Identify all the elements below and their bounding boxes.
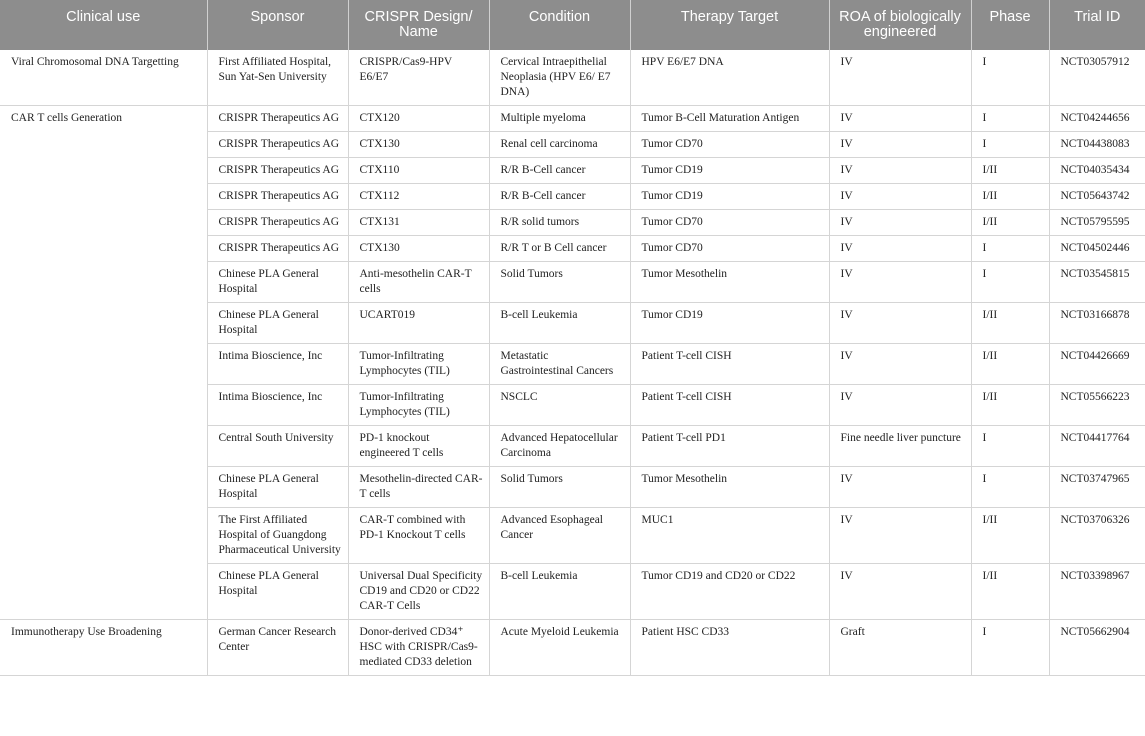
phase-cell: I/II: [971, 564, 1049, 620]
table-header: [0, 0, 1145, 50]
phase-cell: I: [971, 132, 1049, 158]
phase-cell: I: [971, 426, 1049, 467]
trial-id-cell: NCT04035434: [1049, 158, 1145, 184]
roa-cell: IV: [829, 467, 971, 508]
phase-cell: I/II: [971, 303, 1049, 344]
condition-cell: Metastatic Gastrointestinal Cancers: [489, 344, 630, 385]
condition-cell: R/R B-Cell cancer: [489, 158, 630, 184]
roa-cell: IV: [829, 508, 971, 564]
header-roa: ROA of biologically engineered: [829, 0, 971, 50]
roa-cell: IV: [829, 236, 971, 262]
trial-id-cell: NCT03398967: [1049, 564, 1145, 620]
trial-id-cell: NCT04417764: [1049, 426, 1145, 467]
phase-cell: I: [971, 262, 1049, 303]
sponsor-cell: First Affiliated Hospital, Sun Yat-Sen University: [207, 50, 348, 106]
crispr-design-cell: CTX130: [348, 236, 489, 262]
condition-cell: Advanced Hepatocellular Carcinoma: [489, 426, 630, 467]
sponsor-cell: Intima Bioscience, Inc: [207, 344, 348, 385]
crispr-design-cell: PD-1 knockout engineered T cells: [348, 426, 489, 467]
therapy-target-cell: Tumor CD19: [630, 158, 829, 184]
roa-cell: IV: [829, 303, 971, 344]
phase-cell: I/II: [971, 210, 1049, 236]
phase-cell: I/II: [971, 344, 1049, 385]
therapy-target-cell: HPV E6/E7 DNA: [630, 50, 829, 106]
trial-id-cell: NCT05566223: [1049, 385, 1145, 426]
condition-cell: B-cell Leukemia: [489, 303, 630, 344]
trial-id-cell: NCT03166878: [1049, 303, 1145, 344]
sponsor-cell: CRISPR Therapeutics AG: [207, 184, 348, 210]
sponsor-cell: CRISPR Therapeutics AG: [207, 210, 348, 236]
crispr-design-cell: CTX120: [348, 106, 489, 132]
crispr-design-cell: CTX112: [348, 184, 489, 210]
therapy-target-cell: Patient T-cell CISH: [630, 385, 829, 426]
therapy-target-cell: Tumor CD70: [630, 210, 829, 236]
roa-cell: IV: [829, 132, 971, 158]
roa-cell: IV: [829, 50, 971, 106]
sponsor-cell: Chinese PLA General Hospital: [207, 262, 348, 303]
trial-id-cell: NCT04244656: [1049, 106, 1145, 132]
table-row: [0, 106, 1145, 132]
roa-cell: IV: [829, 344, 971, 385]
crispr-design-cell: Anti-mesothelin CAR-T cells: [348, 262, 489, 303]
condition-cell: Acute Myeloid Leukemia: [489, 620, 630, 676]
sponsor-cell: Intima Bioscience, Inc: [207, 385, 348, 426]
phase-cell: I: [971, 620, 1049, 676]
therapy-target-cell: Tumor B-Cell Maturation Antigen: [630, 106, 829, 132]
roa-cell: IV: [829, 106, 971, 132]
sponsor-cell: The First Affiliated Hospital of Guangdong Pharmaceutical University: [207, 508, 348, 564]
sponsor-cell: German Cancer Research Center: [207, 620, 348, 676]
roa-cell: Graft: [829, 620, 971, 676]
therapy-target-cell: Tumor CD19 and CD20 or CD22: [630, 564, 829, 620]
sponsor-cell: Chinese PLA General Hospital: [207, 303, 348, 344]
header-phase: Phase: [971, 0, 1049, 50]
condition-cell: Renal cell carcinoma: [489, 132, 630, 158]
therapy-target-cell: Tumor CD19: [630, 303, 829, 344]
therapy-target-cell: Tumor CD19: [630, 184, 829, 210]
header-row: [0, 0, 1145, 50]
trial-id-cell: NCT04426669: [1049, 344, 1145, 385]
condition-cell: R/R solid tumors: [489, 210, 630, 236]
crispr-design-cell: Mesothelin-directed CAR-T cells: [348, 467, 489, 508]
trial-id-cell: NCT04438083: [1049, 132, 1145, 158]
sponsor-cell: CRISPR Therapeutics AG: [207, 132, 348, 158]
crispr-design-cell: UCART019: [348, 303, 489, 344]
roa-cell: IV: [829, 564, 971, 620]
crispr-design-cell: CTX130: [348, 132, 489, 158]
phase-cell: I/II: [971, 158, 1049, 184]
roa-cell: IV: [829, 184, 971, 210]
roa-cell: Fine needle liver puncture: [829, 426, 971, 467]
condition-cell: Advanced Esophageal Cancer: [489, 508, 630, 564]
phase-cell: I: [971, 50, 1049, 106]
condition-cell: Cervical Intraepithelial Neoplasia (HPV E6/ E7 DNA): [489, 50, 630, 106]
header-condition: Condition: [489, 0, 630, 50]
sponsor-cell: Chinese PLA General Hospital: [207, 564, 348, 620]
sponsor-cell: CRISPR Therapeutics AG: [207, 106, 348, 132]
therapy-target-cell: Patient T-cell CISH: [630, 344, 829, 385]
phase-cell: I: [971, 236, 1049, 262]
therapy-target-cell: Tumor CD70: [630, 132, 829, 158]
trial-id-cell: NCT03545815: [1049, 262, 1145, 303]
crispr-design-cell: Tumor-Infiltrating Lymphocytes (TIL): [348, 344, 489, 385]
sponsor-cell: CRISPR Therapeutics AG: [207, 236, 348, 262]
trial-id-cell: NCT03057912: [1049, 50, 1145, 106]
therapy-target-cell: Tumor Mesothelin: [630, 262, 829, 303]
header-crispr-design: CRISPR Design/ Name: [348, 0, 489, 50]
crispr-design-cell: Tumor-Infiltrating Lymphocytes (TIL): [348, 385, 489, 426]
sponsor-cell: Central South University: [207, 426, 348, 467]
trial-id-cell: NCT05662904: [1049, 620, 1145, 676]
roa-cell: IV: [829, 158, 971, 184]
roa-cell: IV: [829, 385, 971, 426]
trial-id-cell: NCT05643742: [1049, 184, 1145, 210]
therapy-target-cell: Tumor Mesothelin: [630, 467, 829, 508]
sponsor-cell: Chinese PLA General Hospital: [207, 467, 348, 508]
trial-id-cell: NCT03747965: [1049, 467, 1145, 508]
phase-cell: I/II: [971, 385, 1049, 426]
clinical-use-cell: CAR T cells Generation: [0, 106, 207, 620]
table-row: [0, 620, 1145, 676]
phase-cell: I: [971, 106, 1049, 132]
sponsor-cell: CRISPR Therapeutics AG: [207, 158, 348, 184]
trial-id-cell: NCT03706326: [1049, 508, 1145, 564]
phase-cell: I/II: [971, 508, 1049, 564]
condition-cell: B-cell Leukemia: [489, 564, 630, 620]
table-body: [0, 50, 1145, 676]
roa-cell: IV: [829, 210, 971, 236]
clinical-use-cell: Viral Chromosomal DNA Targetting: [0, 50, 207, 106]
crispr-design-cell: CRISPR/Cas9-HPV E6/E7: [348, 50, 489, 106]
therapy-target-cell: Tumor CD70: [630, 236, 829, 262]
header-clinical-use: Clinical use: [0, 0, 207, 50]
condition-cell: R/R T or B Cell cancer: [489, 236, 630, 262]
roa-cell: IV: [829, 262, 971, 303]
header-trial-id: Trial ID: [1049, 0, 1145, 50]
phase-cell: I: [971, 467, 1049, 508]
condition-cell: Solid Tumors: [489, 262, 630, 303]
trial-id-cell: NCT04502446: [1049, 236, 1145, 262]
therapy-target-cell: MUC1: [630, 508, 829, 564]
clinical-use-cell: Immunotherapy Use Broadening: [0, 620, 207, 676]
condition-cell: Solid Tumors: [489, 467, 630, 508]
crispr-design-cell: Universal Dual Specificity CD19 and CD20 or CD22 CAR-T Cells: [348, 564, 489, 620]
phase-cell: I/II: [971, 184, 1049, 210]
table-row: [0, 50, 1145, 106]
trial-id-cell: NCT05795595: [1049, 210, 1145, 236]
crispr-design-cell: CAR-T combined with PD-1 Knockout T cells: [348, 508, 489, 564]
crispr-design-cell: CTX131: [348, 210, 489, 236]
crispr-design-cell: Donor-derived CD34⁺ HSC with CRISPR/Cas9-mediated CD33 deletion: [348, 620, 489, 676]
condition-cell: R/R B-Cell cancer: [489, 184, 630, 210]
therapy-target-cell: Patient T-cell PD1: [630, 426, 829, 467]
header-sponsor: Sponsor: [207, 0, 348, 50]
crispr-design-cell: CTX110: [348, 158, 489, 184]
condition-cell: NSCLC: [489, 385, 630, 426]
condition-cell: Multiple myeloma: [489, 106, 630, 132]
therapy-target-cell: Patient HSC CD33: [630, 620, 829, 676]
header-therapy-target: Therapy Target: [630, 0, 829, 50]
